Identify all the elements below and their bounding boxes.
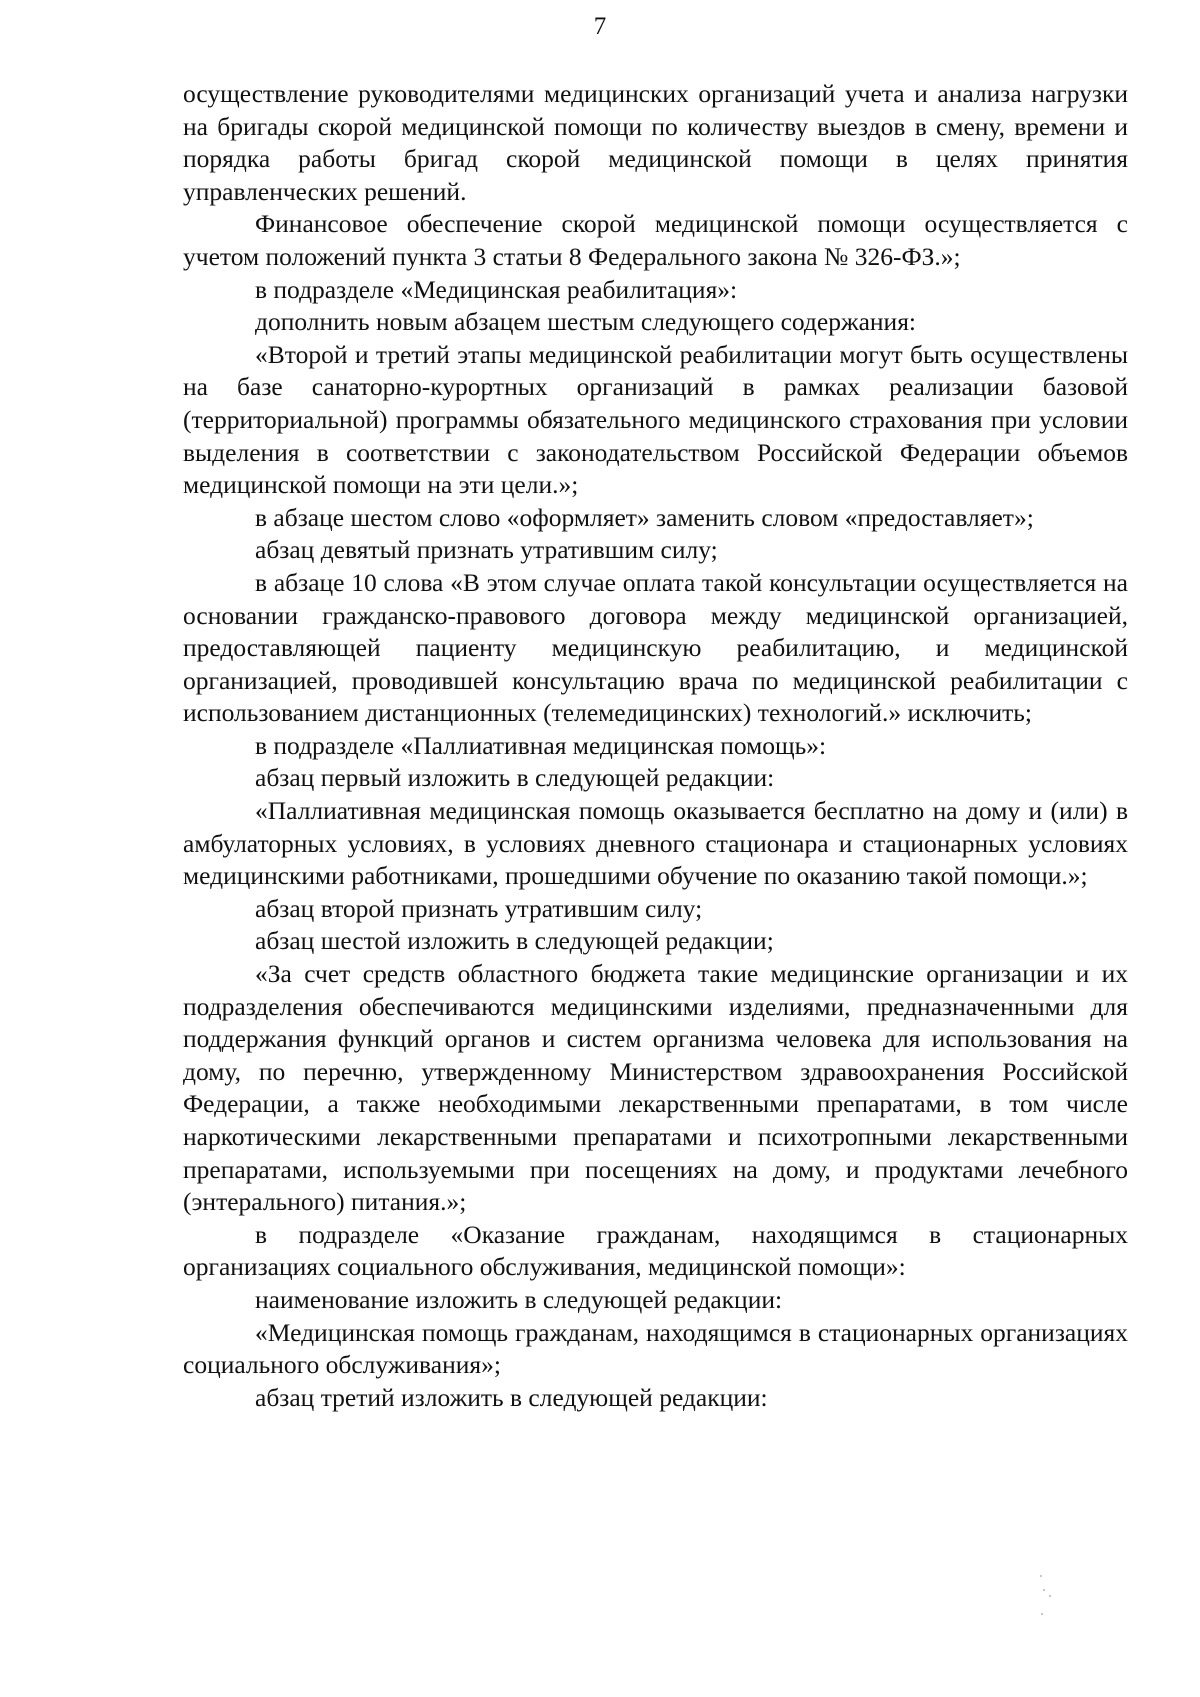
- paragraph: абзац девятый признать утратившим силу;: [255, 535, 718, 565]
- paragraph: в подразделе «Медицинская реабилитация»:: [255, 274, 738, 304]
- paragraph: абзац второй признать утратившим силу;: [255, 893, 703, 923]
- paragraph: Финансовое обеспечение скорой медицинской помощи осуществляется с учетом положений пункта 3 статьи 8 Федерального закона № 326-ФЗ.»;: [183, 209, 1128, 271]
- paragraph: в абзаце шестом слово «оформляет» заменить словом «предоставляет»;: [255, 502, 1034, 532]
- paragraph: абзац шестой изложить в следующей редакции;: [255, 926, 774, 956]
- paragraph: «Паллиативная медицинская помощь оказывается бесплатно на дому и (или) в амбулаторных условиях, в условиях дневного стационара и стационарных условиях медицинскими работниками, прошедшими обучение по оказанию такой помощи.»;: [183, 796, 1128, 891]
- paragraph: «Медицинская помощь гражданам, находящимся в стационарных организациях социального обслуживания»;: [183, 1317, 1128, 1380]
- paragraph: в подразделе «Оказание гражданам, находящимся в стационарных организациях социального обслуживания, медицинской помощи»:: [183, 1219, 1128, 1282]
- document-body: [183, 78, 1128, 1414]
- page-number: 7: [593, 13, 607, 40]
- paragraph: абзац первый изложить в следующей редакции:: [255, 763, 775, 793]
- paragraph: осуществление руководителями медицинских организаций учета и анализа нагрузки на бригады скорой медицинской помощи по количеству выездов в смену, времени и порядка работы бригад скорой медицинской помощи в целях принятия управленческих решений.: [183, 79, 1128, 206]
- paragraph: абзац третий изложить в следующей редакции:: [255, 1382, 768, 1412]
- paragraph: дополнить новым абзацем шестым следующего содержания:: [255, 307, 917, 337]
- paragraph: в абзаце 10 слова «В этом случае оплата такой консультации осуществляется на основании гражданско-правового договора между медицинской организацией, предоставляющей пациенту медицинскую реабилитацию, и медицинской организацией, проводившей консультацию врача по медицинской реабилитации с использованием дистанционных (телемедицинских) технологий.» исключить;: [183, 567, 1128, 728]
- scan-specks: [1040, 1575, 1080, 1635]
- paragraph: наименование изложить в следующей редакции:: [255, 1284, 783, 1314]
- paragraph: «За счет средств областного бюджета такие медицинские организации и их подразделения обеспечиваются медицинскими изделиями, предназначенными для поддержания функций органов и систем организма человека для использования на дому, по перечню, утвержденному Министерством здравоохранения Российской Федерации, а также необходимыми лекарственными препаратами, в том числе наркотическими лекарственными препаратами и психотропными лекарственными препаратами, используемыми при посещениях на дому, и продуктами лечебного (энтерального) питания.»;: [183, 959, 1128, 1217]
- paragraph: в подразделе «Паллиативная медицинская помощь»:: [255, 730, 827, 760]
- paragraph: «Второй и третий этапы медицинской реабилитации могут быть осуществлены на базе санаторно-курортных организаций в рамках реализации базовой (территориальной) программы обязательного медицинского страхования при условии выделения в соответствии с законодательством Российской Федерации объемов медицинской помощи на эти цели.»;: [183, 339, 1128, 500]
